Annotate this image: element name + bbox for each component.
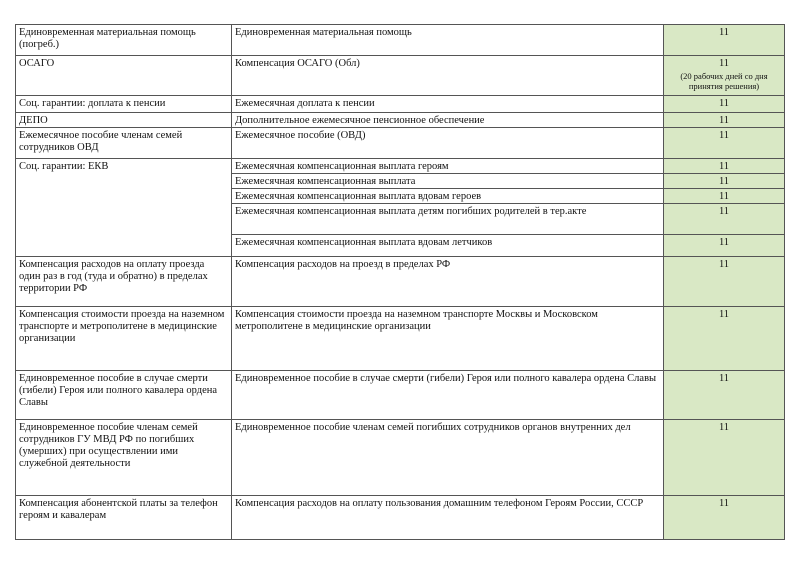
description-cell: Дополнительное ежемесячное пенсионное обеспечение <box>232 113 664 128</box>
days-cell: 11 <box>664 96 785 113</box>
days-cell: 11 <box>664 420 785 496</box>
description-cell: Единовременное пособие членам семей погибших сотрудников органов внутренних дел <box>232 420 664 496</box>
category-cell: ОСАГО <box>16 56 232 96</box>
description-cell: Ежемесячная компенсационная выплата вдовам летчиков <box>232 235 664 257</box>
table-row <box>16 257 785 307</box>
table-row <box>16 307 785 371</box>
days-cell: 11 <box>664 235 785 257</box>
days-cell: 11 <box>664 128 785 159</box>
days-cell: 11 <box>664 257 785 307</box>
category-cell: Компенсация стоимости проезда на наземном транспорте и метрополитене в медицинские организации <box>16 307 232 371</box>
days-value: 11 <box>718 58 730 69</box>
description-cell: Ежемесячная компенсационная выплата вдовам героев <box>232 189 664 204</box>
days-cell: 11 <box>664 174 785 189</box>
category-cell: Единовременная материальная помощь (погреб.) <box>16 25 232 56</box>
description-cell: Ежемесячная компенсационная выплата детям погибших родителей в тер.акте <box>232 204 664 235</box>
days-cell: 11 <box>664 496 785 540</box>
table-row <box>16 496 785 540</box>
table-row <box>16 113 785 128</box>
days-cell: 11 <box>664 204 785 235</box>
description-cell: Ежемесячная компенсационная выплата <box>232 174 664 189</box>
description-cell: Ежемесячная компенсационная выплата героям <box>232 159 664 174</box>
category-cell: Единовременное пособие членам семей сотрудников ГУ МВД РФ по погибших (умерших) при осуществлении ими служебной деятельности <box>16 420 232 496</box>
table-row <box>16 420 785 496</box>
description-cell: Единовременная материальная помощь <box>232 25 664 56</box>
category-cell: Компенсация абонентской платы за телефон героям и кавалерам <box>16 496 232 540</box>
days-cell: 11 <box>664 371 785 420</box>
description-cell: Ежемесячная доплата к пенсии <box>232 96 664 113</box>
category-cell: Единовременное пособие в случае смерти (гибели) Героя или полного кавалера ордена Славы <box>16 371 232 420</box>
description-cell: Ежемесячное пособие (ОВД) <box>232 128 664 159</box>
description-cell: Компенсация расходов на проезд в пределах РФ <box>232 257 664 307</box>
table-row <box>16 96 785 113</box>
category-cell: Соц. гарантии: доплата к пенсии <box>16 96 232 113</box>
days-cell <box>664 56 785 96</box>
category-cell: Ежемесячное пособие членам семей сотрудников ОВД <box>16 128 232 159</box>
description-cell: Компенсация ОСАГО (Обл) <box>232 56 664 96</box>
category-cell: Соц. гарантии: ЕКВ <box>16 159 232 257</box>
days-cell: 11 <box>664 159 785 174</box>
days-cell: 11 <box>664 189 785 204</box>
category-cell: ДЕПО <box>16 113 232 128</box>
table-row <box>16 128 785 159</box>
description-cell: Единовременное пособие в случае смерти (гибели) Героя или полного кавалера ордена Славы <box>232 371 664 420</box>
benefits-table <box>15 24 785 540</box>
days-cell: 11 <box>664 25 785 56</box>
description-cell: Компенсация стоимости проезда на наземном транспорте Москвы и Московском метрополитене в медицинские организации <box>232 307 664 371</box>
days-cell: 11 <box>664 307 785 371</box>
table-row <box>16 159 785 174</box>
table-row <box>16 371 785 420</box>
days-note: (20 рабочих дней со дня принятия решения) <box>680 71 768 91</box>
category-cell: Компенсация расходов на оплату проезда один раз в год (туда и обратно) в пределах территории РФ <box>16 257 232 307</box>
description-cell: Компенсация расходов на оплату пользования домашним телефоном Героям России, СССР <box>232 496 664 540</box>
table-row <box>16 25 785 56</box>
table-row <box>16 56 785 96</box>
days-cell: 11 <box>664 113 785 128</box>
